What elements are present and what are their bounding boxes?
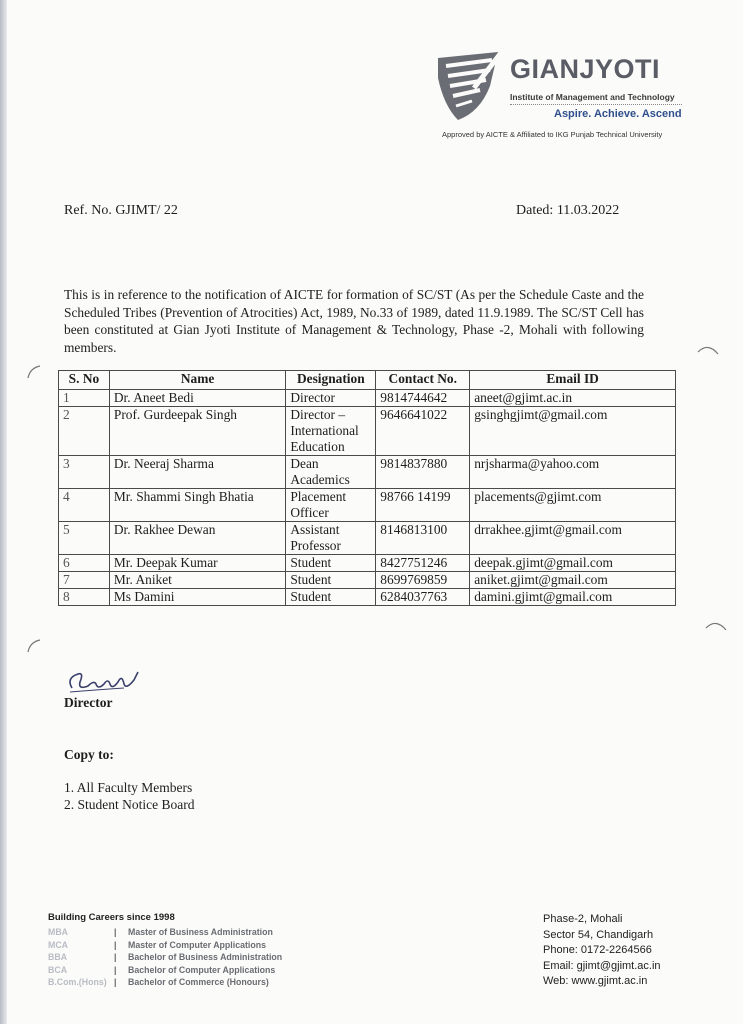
- cell-designation: Student: [286, 572, 376, 589]
- list-item: 1. All Faculty Members: [64, 780, 193, 795]
- program-row: [48, 926, 282, 939]
- cell-name: Mr. Shammi Singh Bhatia: [109, 489, 285, 522]
- cell-email: aniket.gjimt@gmail.com: [470, 572, 676, 589]
- cell-name: Dr. Rakhee Dewan: [109, 522, 285, 555]
- program-name: Bachelor of Commerce (Honours): [128, 977, 269, 988]
- copy-to-heading: Copy to:: [64, 747, 114, 762]
- scan-mark-icon: [696, 342, 720, 358]
- header-email: Email ID: [470, 371, 676, 390]
- director-signature: [64, 660, 144, 700]
- table-row: [59, 390, 676, 407]
- intro-paragraph: This is in reference to the notification of AICTE for formation of SC/ST (As per the Schedule Caste and the Scheduled Tribes (Prevention of Atrocities) Act, 1989, No.33 of 1989, dated 11.9.1989. The SC/ST Cell has been constituted at Gian Jyoti Institute of Management & Technology, Phase -2, Mohali with following members.: [64, 287, 644, 355]
- scan-mark-icon: [704, 618, 728, 634]
- program-row: [48, 976, 282, 989]
- address-email: Email: gjimt@gjimt.ac.in: [543, 959, 661, 972]
- separator: |: [114, 977, 117, 988]
- cell-contact: 98766 14199: [376, 489, 470, 522]
- table-row: [59, 456, 676, 489]
- separator: |: [114, 939, 117, 950]
- list-item: 2. Student Notice Board: [64, 797, 195, 812]
- footer-address: [543, 912, 661, 990]
- cell-name: Prof. Gurdeepak Singh: [109, 407, 285, 456]
- cell-sno: 4: [59, 489, 110, 522]
- table-row: [59, 589, 676, 606]
- cell-sno: 7: [59, 572, 110, 589]
- cell-email: gsinghgjimt@gmail.com: [470, 407, 676, 456]
- separator: |: [114, 952, 117, 963]
- program-row: [48, 964, 282, 977]
- separator: |: [114, 964, 117, 975]
- address-phone: Phone: 0172-2264566: [543, 944, 652, 956]
- institute-name: GIANJYOTI: [510, 54, 661, 84]
- cell-name: Mr. Deepak Kumar: [109, 555, 285, 572]
- cell-designation: Placement Officer: [286, 489, 376, 522]
- program-name: Bachelor of Computer Applications: [128, 964, 276, 975]
- logo-divider: [510, 104, 682, 105]
- cell-sno: 6: [59, 555, 110, 572]
- cell-sno: 2: [59, 407, 110, 456]
- institute-tagline: Aspire. Achieve. Ascend: [554, 108, 682, 120]
- header-name: Name: [109, 371, 285, 390]
- program-name: Master of Computer Applications: [128, 939, 266, 950]
- cell-contact: 6284037763: [376, 589, 470, 606]
- scan-mark-icon: [24, 362, 44, 382]
- cell-contact: 8427751246: [376, 555, 470, 572]
- header-designation: Designation: [286, 371, 376, 390]
- cell-contact: 8699769859: [376, 572, 470, 589]
- cell-name: Dr. Aneet Bedi: [109, 390, 285, 407]
- cell-designation: Director: [286, 390, 376, 407]
- program-name: Master of Business Administration: [128, 927, 273, 937]
- program-row: [48, 951, 282, 964]
- shield-emblem-icon: [434, 48, 506, 122]
- letter-date: Dated: 11.03.2022: [516, 203, 620, 218]
- cell-designation: Assistant Professor: [286, 522, 376, 555]
- scan-mark-icon: [24, 636, 44, 656]
- table-row: [59, 572, 676, 589]
- cell-name: Dr. Neeraj Sharma: [109, 456, 285, 489]
- program-code: MBA: [48, 927, 69, 937]
- header-contact: Contact No.: [376, 371, 470, 390]
- cell-email: placements@gjimt.com: [470, 489, 676, 522]
- cell-sno: 1: [59, 390, 110, 407]
- reference-number: Ref. No. GJIMT/ 22: [64, 203, 178, 218]
- cell-designation: Director – International Education: [286, 407, 376, 456]
- table-row: [59, 407, 676, 456]
- cell-email: aneet@gjimt.ac.in: [470, 390, 676, 407]
- cell-sno: 3: [59, 456, 110, 489]
- scan-edge: [0, 0, 7, 1024]
- footer-since: Building Careers since 1998: [48, 912, 175, 923]
- cell-email: nrjsharma@yahoo.com: [470, 456, 676, 489]
- cell-name: Mr. Aniket: [109, 572, 285, 589]
- cell-designation: Dean Academics: [286, 456, 376, 489]
- program-code: B.Com.(Hons): [48, 977, 107, 988]
- table-row: [59, 555, 676, 572]
- program-name: Bachelor of Business Administration: [128, 952, 283, 963]
- address-web: Web: www.gjimt.ac.in: [543, 975, 648, 987]
- program-code: MCA: [48, 939, 69, 950]
- cell-designation: Student: [286, 555, 376, 572]
- cell-designation: Student: [286, 589, 376, 606]
- cell-contact: 8146813100: [376, 522, 470, 555]
- separator: |: [114, 927, 117, 937]
- cell-contact: 9814744642: [376, 390, 470, 407]
- approval-note: Approved by AICTE & Affiliated to IKG Punjab Technical University: [442, 130, 663, 139]
- cell-email: damini.gjimt@gmail.com: [470, 589, 676, 606]
- institute-subtitle: Institute of Management and Technology: [510, 92, 675, 102]
- header-sno: S. No: [59, 371, 110, 390]
- copy-to-list: [64, 779, 194, 813]
- signatory-title: Director: [64, 695, 113, 710]
- footer-programs: [48, 912, 282, 989]
- cell-email: deepak.gjimt@gmail.com: [470, 555, 676, 572]
- institute-logo: [434, 44, 684, 144]
- cell-sno: 5: [59, 522, 110, 555]
- members-table: [58, 370, 676, 606]
- program-code: BBA: [48, 952, 68, 963]
- table-row: [59, 489, 676, 522]
- address-line: Phase-2, Mohali: [543, 913, 623, 925]
- cell-email: drrakhee.gjimt@gmail.com: [470, 522, 676, 555]
- cell-name: Ms Damini: [109, 589, 285, 606]
- address-line: Sector 54, Chandigarh: [543, 928, 654, 941]
- table-row: [59, 522, 676, 555]
- table-header-row: [59, 371, 676, 390]
- program-code: BCA: [48, 964, 68, 975]
- cell-sno: 8: [59, 589, 110, 606]
- cell-contact: 9646641022: [376, 407, 470, 456]
- cell-contact: 9814837880: [376, 456, 470, 489]
- program-row: [48, 939, 282, 952]
